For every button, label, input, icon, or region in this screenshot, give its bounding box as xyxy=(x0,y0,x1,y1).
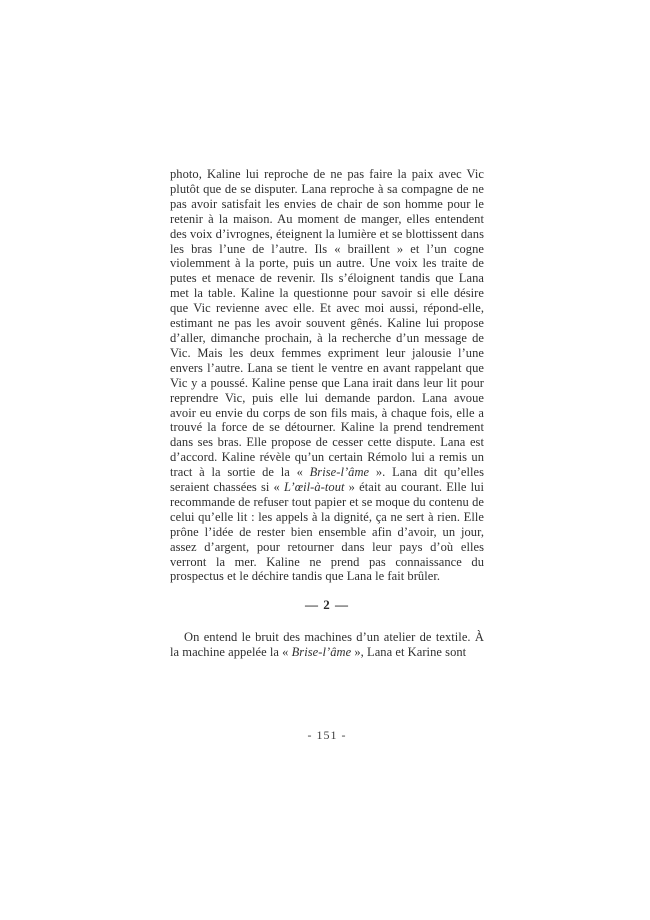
paragraph-1: photo, Kaline lui reproche de ne pas faire la paix avec Vic plutôt que de se disputer. Lana reproche à sa compagne de ne pas avoir satisfait les envies de chair de son homme pour le retenir à la maison. Au moment de manger, elles entendent des voix d’ivrognes, éteignent la lumière et se blottissent dans les bras l’une de l’autre. Ils « braillent » et l’un cogne violemment à la porte, puis un autre. Une voix les traite de putes et menace de revenir. Ils s’éloignent tandis que Lana met la table. Kaline la questionne pour savoir si elle désire que Vic revienne avec elle. Et avec moi aussi, répond-elle, estimant ne pas les avoir souvent gênés. Kaline lui propose d’aller, dimanche prochain, à la recherche d’un message de Vic. Mais les deux femmes expriment leur jalousie l’une envers l’autre. Lana se tient le ventre en avant rappelant que Vic y a poussé. Kaline pense que Lana irait dans leur lit pour reprendre Vic, puis elle lui demande pardon. Lana avoue avoir eu envie du corps de son fils mais, à chaque fois, elle a trouvé la force de se détourner. Kaline la prend tendrement dans ses bras. Elle propose de cesser cette dispute. Lana est d’accord. Kaline révèle qu’un certain Rémolo lui a remis un tract à la sortie de la « Brise-l’âme ». Lana dit qu’elles seraient chassées si « L’œil-à-tout » était au courant. Elle lui recommande de refuser tout papier et se moque du contenu de celui qu’elle lit : les appels à la dignité, ça ne sert à rien. Elle prône l’idée de rester bien ensemble afin d’avoir, un jour, assez d’argent, pour retourner dans leur pays d’où elles verront la mer. Kaline ne prend pas connaissance du prospectus et le déchire tandis que Lana le fait brûler. xyxy=(170,167,484,584)
page-number: - 151 - xyxy=(307,728,347,742)
section-heading: — 2 — xyxy=(305,597,349,613)
paragraph-2: On entend le bruit des machines d’un atelier de textile. À la machine appelée la « Brise-l’âme », Lana et Karine sont xyxy=(170,630,484,660)
text-block xyxy=(170,167,484,660)
